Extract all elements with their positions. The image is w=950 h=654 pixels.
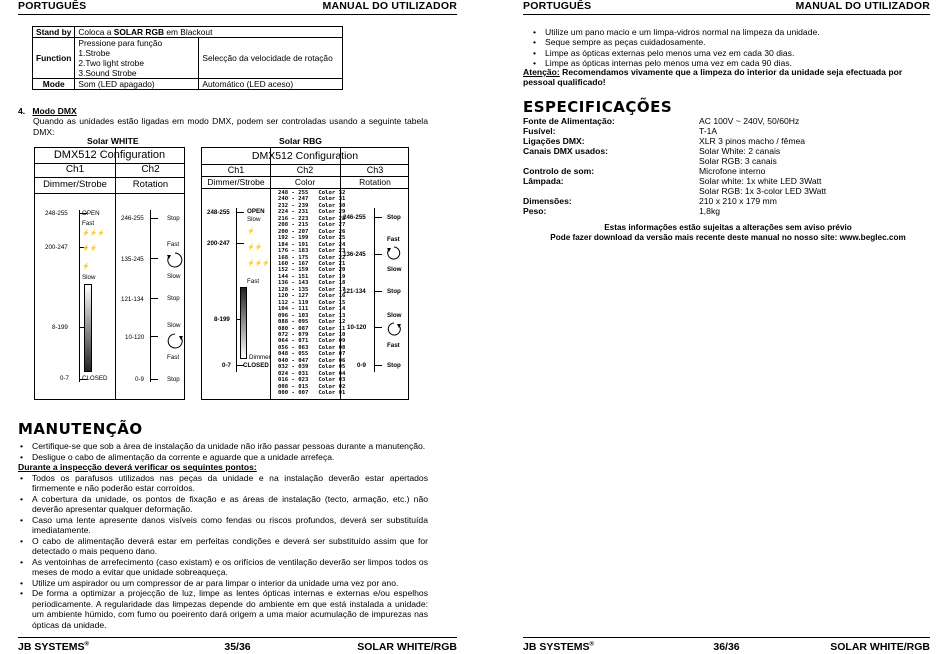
spec-key: Dimensões: [523, 196, 572, 206]
spec-key: Canais DMX usados: [523, 146, 609, 156]
page-header [523, 0, 930, 15]
ch1-range: 0-7 [60, 375, 69, 382]
dmx-text: Quando as unidades estão ligadas em modo DMX, podem ser controladas usando a seguinte tabela DMX: [33, 116, 428, 137]
ch1-label: Slow [247, 216, 261, 223]
section-title: MANUTENÇÃO [18, 420, 143, 438]
standby-desc: Coloca a SOLAR RGB em Blackout [75, 27, 343, 38]
color-entry: 248 - 255 Color 32 [278, 190, 346, 196]
spec-key: Controlo de som: [523, 166, 595, 176]
bullet-item: • Utilize um aspirador ou um compressor de ar para limpar o interior da unidade uma vez por ano. [18, 578, 428, 588]
ch3-range: 10-120 [347, 324, 367, 331]
header-title: MANUAL DO UTILIZADOR [322, 0, 457, 12]
bullet-item: • Todos os parafusos utilizados nas peças da unidade e na instalação deverão estar apertados firmemente e não poderão estar corroídos. [18, 473, 428, 494]
mode-auto: Automático (LED aceso) [199, 79, 343, 90]
header-title: MANUAL DO UTILIZADOR [795, 0, 930, 12]
spec-title: ESPECIFICAÇÕES [523, 98, 673, 116]
section-number: 4. [18, 106, 26, 116]
spec-value: XLR 3 pinos macho / fêmea [699, 136, 806, 146]
rotate-ccw-icon [166, 332, 184, 350]
ch1-function: Dimmer/Strobe [207, 177, 265, 187]
color-entry: 048 - 055 Color 07 [278, 351, 346, 358]
ch1-range: 8-199 [214, 316, 230, 323]
spec-value: Solar RGB: 1x 3-color LED 3Watt [699, 186, 827, 196]
bullet-item: • Certifique-se que sob a área de instalação da unidade não irão passar pessoas durante a manutenção. [18, 441, 428, 451]
ch2-label: Fast [167, 241, 180, 248]
spec-key: Ligações DMX: [523, 136, 585, 146]
ch2-header: Ch2 [296, 165, 314, 175]
ch1-header: Ch1 [227, 165, 245, 175]
color-entry: 096 - 103 Color 13 [278, 312, 346, 319]
mode-sound: Som (LED apagado) [75, 79, 199, 90]
spec-row [523, 196, 933, 206]
rotate-cw-icon [166, 251, 184, 269]
ch3-label: Stop [387, 288, 401, 295]
color-entry: 200 - 207 Color 26 [278, 228, 346, 235]
ch1-header: Ch1 [65, 164, 85, 175]
color-entry: 112 - 119 Color 15 [278, 299, 346, 306]
chart-title: DMX512 Configuration [53, 149, 166, 161]
color-entry: 056 - 063 Color 08 [278, 344, 346, 351]
strobe-icon: ⚡ [82, 263, 90, 270]
rotate-ccw-icon [386, 321, 402, 337]
spec-row [523, 126, 933, 136]
spec-list [523, 116, 933, 216]
ch3-range: 121-134 [343, 288, 366, 295]
function-label: Function [33, 38, 75, 79]
ch3-range: 136-245 [343, 251, 366, 258]
strobe-icon: ⚡⚡⚡ [247, 260, 271, 267]
spec-key: Lâmpada: [523, 176, 564, 186]
ch3-label: Fast [387, 236, 400, 243]
page-right [475, 0, 950, 654]
spec-value: Microfone interno [699, 166, 766, 176]
ch3-label: Slow [387, 312, 402, 319]
bullet-item: • O cabo de alimentação deverá estar em perfeitas condições e deverá ser substituído assim que for detectado o mais pequeno dano. [18, 536, 428, 557]
mode-label: Mode [33, 79, 75, 90]
page-header [18, 0, 457, 15]
ch2-range: 10-120 [125, 334, 145, 341]
ch2-label: Fast [167, 354, 180, 361]
spec-row [523, 116, 933, 126]
bullet-list [18, 441, 428, 462]
page-footer [523, 637, 930, 654]
ch2-range: 135-245 [121, 256, 144, 263]
color-entry: 176 - 183 Color 23 [278, 248, 346, 255]
spec-key: Fusível: [523, 126, 556, 136]
color-entry: 144 - 151 Color 19 [278, 273, 346, 280]
header-language: PORTUGUÊS [18, 0, 87, 12]
ch1-range: 248-255 [45, 210, 68, 217]
spec-value: T-1A [699, 126, 718, 136]
ch2-range: 246-255 [121, 215, 144, 222]
dmx-title: Modo DMX [32, 106, 77, 116]
color-entry: 160 - 167 Color 21 [278, 260, 346, 267]
attention-text: Recomendamos vivamente que a limpeza do interior da unidade seja efectuada por pessoal qualificado! [523, 67, 903, 88]
spec-value: 210 x 210 x 179 mm [699, 196, 777, 206]
spec-row [523, 166, 933, 176]
ch2-label: Slow [167, 273, 181, 280]
ch1-label: CLOSED [243, 362, 269, 369]
inspection-subhead: Durante a inspecção deverá verificar os seguintes pontos: [18, 462, 257, 473]
bullet-list [531, 27, 931, 69]
spec-row [523, 146, 933, 156]
color-entry: 168 - 175 Color 22 [278, 254, 346, 261]
color-entry: 208 - 215 Color 27 [278, 222, 346, 229]
bullet-item: • Limpe as ópticas internas pelo menos uma vez em cada 90 dias. [531, 58, 931, 68]
color-entry: 216 - 223 Color 28 [278, 215, 346, 222]
ch1-range: 0-7 [222, 362, 231, 369]
ch1-label: Dimmer [249, 354, 271, 361]
ch1-label: OPEN [82, 210, 100, 217]
spec-value: Solar White: 2 canais [699, 146, 781, 156]
ch3-function: Rotation [359, 177, 391, 187]
attention-note [523, 67, 933, 88]
ch1-range: 200-247 [45, 244, 68, 251]
notice-line: Pode fazer download da versão mais recente deste manual no nosso site: www.beglec.com [550, 233, 906, 242]
ch2-label: Slow [167, 322, 181, 329]
bullet-item: • De forma a optimizar a projecção de luz, limpe as lentes ópticas internas e externas e/ou espelhos periodicamente. A regularidade das limpezas depende do ambiente em que está instalada a unidade: um ambiente húmido, com fumo ou poeirento dará origem a uma maior acumulação de impurezas nas ópticas da unidade. [18, 588, 428, 630]
spec-value: AC 100V ~ 240V, 50/60Hz [699, 116, 800, 126]
ch3-label: Slow [387, 266, 402, 273]
function-table [32, 26, 343, 90]
bullet-item: • Limpe as ópticas externas pelo menos uma vez em cada 30 dias. [531, 48, 931, 58]
color-entry: 152 - 159 Color 20 [278, 267, 346, 274]
footer-brand: JB SYSTEMS® [18, 641, 89, 653]
color-entry: 072 - 079 Color 10 [278, 331, 346, 338]
color-entry: 008 - 015 Color 02 [278, 383, 346, 390]
bullet-item: • As ventoinhas de arrefecimento (caso existam) e os orifícios de ventilação deverão ser limpos todos os meses de modo a evitar que unidade sobreaqueça. [18, 557, 428, 578]
ch3-range: 246-255 [343, 214, 366, 221]
ch1-label: Fast [82, 220, 95, 227]
color-entry: 120 - 127 Color 16 [278, 293, 346, 300]
attention-label: Atenção: [523, 67, 560, 77]
strobe-icon: ⚡⚡⚡ [82, 230, 106, 237]
spec-row [523, 186, 933, 196]
ch2-function: Color [294, 177, 316, 187]
bullet-list [18, 473, 428, 630]
ch1-function: Dimmer/Strobe [43, 179, 107, 190]
page-number: 35/36 [224, 641, 251, 653]
footer-brand: JB SYSTEMS® [523, 641, 594, 653]
ch2-header: Ch2 [141, 164, 160, 175]
ch2-label: Stop [167, 376, 180, 383]
spec-row [523, 156, 933, 166]
caption-rgb: Solar RBG [279, 136, 322, 146]
page-footer [18, 637, 457, 654]
header-language: PORTUGUÊS [523, 0, 592, 12]
chart-title: DMX512 Configuration [251, 150, 359, 162]
color-entry: 192 - 199 Color 25 [278, 235, 346, 242]
spec-row [523, 136, 933, 146]
strobe-icon: ⚡⚡ [82, 245, 98, 252]
ch3-range: 0-9 [357, 362, 366, 369]
ch1-label: OPEN [247, 208, 265, 215]
color-entry: 104 - 111 Color 14 [278, 306, 346, 313]
standby-label: Stand by [33, 27, 75, 38]
dimmer-gradient [84, 284, 92, 372]
color-entry: 184 - 191 Color 24 [278, 241, 346, 248]
color-entry: 032 - 039 Color 05 [278, 364, 346, 371]
color-entry: 000 - 007 Color 01 [278, 390, 346, 397]
spec-key: Peso: [523, 206, 547, 216]
dmx-chart-white [34, 147, 185, 400]
bullet-item: • Caso uma lente apresente danos visíveis como fendas ou riscos profundos, deverá ser substituída imediatamente. [18, 515, 428, 536]
ch2-function: Rotation [132, 179, 169, 190]
spec-key: Fonte de Alimentação: [523, 116, 615, 126]
ch1-label: CLOSED [82, 375, 108, 382]
notice [523, 223, 933, 243]
bullet-item: • Seque sempre as peças cuidadosamente. [531, 37, 931, 47]
color-entry: 128 - 135 Color 17 [278, 286, 346, 293]
dmx-chart-rgb [201, 147, 409, 400]
color-entry: 224 - 231 Color 29 [278, 209, 346, 216]
color-entry: 040 - 047 Color 06 [278, 357, 346, 364]
manutencao-section [18, 420, 428, 630]
strobe-icon: ⚡⚡ [247, 244, 263, 251]
color-entry: 024 - 031 Color 04 [278, 370, 346, 377]
ch2-label: Stop [167, 215, 180, 222]
ch3-label: Fast [387, 342, 400, 349]
spec-value: Solar white: 1x white LED 3Watt [699, 176, 822, 186]
color-entry: 064 - 071 Color 09 [278, 338, 346, 345]
spec-row [523, 206, 933, 216]
color-entry: 080 - 087 Color 11 [278, 325, 346, 332]
bullet-item: • Desligue o cabo de alimentação da corrente e aguarde que a unidade arrefeça. [18, 452, 428, 462]
color-list [278, 190, 346, 397]
bullet-item: • A cobertura da unidade, os pontos de fixação e as áreas de instalação (tecto, armação, etc.) não deverão apresentar qualquer deformação. [18, 494, 428, 515]
color-entry: 240 - 247 Color 31 [278, 196, 346, 203]
caption-white: Solar WHITE [87, 136, 139, 146]
dimmer-gradient [240, 287, 247, 359]
ch1-label: Fast [247, 278, 260, 285]
ch3-label: Stop [387, 362, 401, 369]
strobe-icon: ⚡ [247, 228, 255, 235]
color-entry: 088 - 095 Color 12 [278, 319, 346, 326]
color-entry: 136 - 143 Color 18 [278, 280, 346, 287]
function-lines: Pressione para função 1.Strobe 2.Two light strobe 3.Sound Strobe [75, 38, 199, 79]
spec-row [523, 176, 933, 186]
footer-product: SOLAR WHITE/RGB [357, 641, 457, 653]
ch2-label: Stop [167, 295, 180, 302]
ch3-header: Ch3 [366, 165, 384, 175]
ch1-label: Slow [82, 274, 96, 281]
ch2-range: 0-9 [135, 376, 144, 383]
spec-value: 1,8kg [699, 206, 721, 216]
spec-value: Solar RGB: 3 canais [699, 156, 777, 166]
bullet-item: • Utilize um pano macio e um limpa-vidros normal na limpeza da unidade. [531, 27, 931, 37]
ch3-label: Stop [387, 214, 401, 221]
ch1-range: 200-247 [207, 240, 230, 247]
function-desc: Selecção da velocidade de rotação [199, 38, 343, 79]
ch1-range: 248-255 [207, 209, 230, 216]
ch2-range: 121-134 [121, 296, 144, 303]
rotate-cw-icon [386, 245, 402, 261]
footer-product: SOLAR WHITE/RGB [830, 641, 930, 653]
color-entry: 232 - 239 Color 30 [278, 202, 346, 209]
page-number: 36/36 [713, 641, 740, 653]
ch1-range: 8-199 [52, 324, 68, 331]
notice-line: Estas informações estão sujeitas a alterações sem aviso prévio [604, 223, 852, 232]
color-entry: 016 - 023 Color 03 [278, 377, 346, 384]
dmx-section [18, 106, 428, 137]
